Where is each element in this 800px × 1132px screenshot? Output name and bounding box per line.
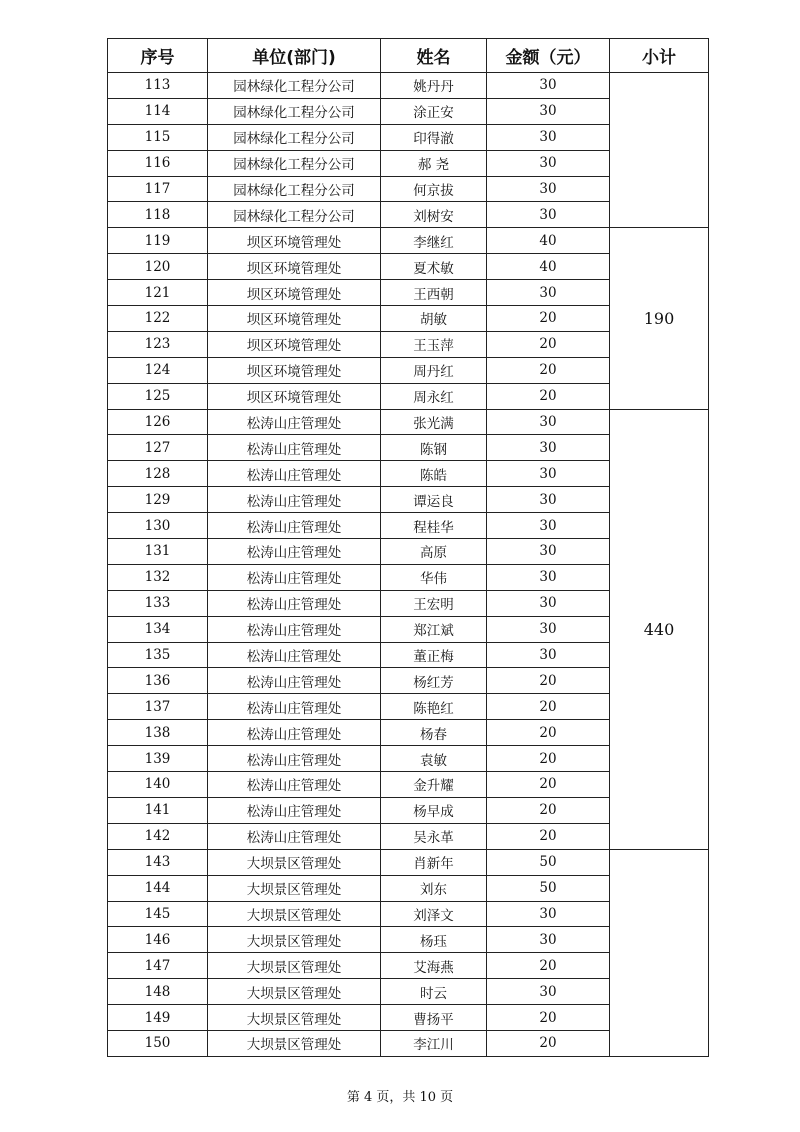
cell-amount: 30 bbox=[487, 98, 610, 124]
cell-index: 114 bbox=[108, 98, 208, 124]
cell-name: 郑江斌 bbox=[381, 616, 487, 642]
cell-index: 143 bbox=[108, 849, 208, 875]
cell-unit: 松涛山庄管理处 bbox=[208, 694, 381, 720]
table-row bbox=[108, 849, 709, 875]
cell-index: 141 bbox=[108, 797, 208, 823]
cell-amount: 20 bbox=[487, 331, 610, 357]
table-row bbox=[108, 73, 709, 99]
cell-amount: 20 bbox=[487, 823, 610, 849]
cell-index: 135 bbox=[108, 642, 208, 668]
cell-unit: 坝区环境管理处 bbox=[208, 383, 381, 409]
cell-amount: 20 bbox=[487, 720, 610, 746]
cell-index: 132 bbox=[108, 564, 208, 590]
cell-name: 金升耀 bbox=[381, 772, 487, 798]
cell-name: 谭运良 bbox=[381, 487, 487, 513]
cell-amount: 20 bbox=[487, 1030, 610, 1056]
cell-unit: 园林绿化工程分公司 bbox=[208, 73, 381, 99]
cell-index: 127 bbox=[108, 435, 208, 461]
table-body bbox=[108, 73, 709, 1057]
cell-name: 张光满 bbox=[381, 409, 487, 435]
cell-amount: 30 bbox=[487, 461, 610, 487]
cell-name: 曹扬平 bbox=[381, 1005, 487, 1031]
cell-index: 147 bbox=[108, 953, 208, 979]
cell-amount: 20 bbox=[487, 668, 610, 694]
cell-amount: 30 bbox=[487, 280, 610, 306]
cell-index: 138 bbox=[108, 720, 208, 746]
cell-amount: 50 bbox=[487, 849, 610, 875]
cell-unit: 松涛山庄管理处 bbox=[208, 513, 381, 539]
cell-index: 139 bbox=[108, 746, 208, 772]
cell-index: 146 bbox=[108, 927, 208, 953]
cell-index: 142 bbox=[108, 823, 208, 849]
cell-index: 124 bbox=[108, 357, 208, 383]
cell-index: 136 bbox=[108, 668, 208, 694]
cell-subtotal bbox=[610, 73, 709, 228]
cell-index: 134 bbox=[108, 616, 208, 642]
header-amount: 金额（元） bbox=[487, 39, 610, 73]
cell-unit: 松涛山庄管理处 bbox=[208, 564, 381, 590]
cell-name: 郝 尧 bbox=[381, 150, 487, 176]
cell-name: 杨春 bbox=[381, 720, 487, 746]
cell-name: 刘泽文 bbox=[381, 901, 487, 927]
cell-amount: 30 bbox=[487, 435, 610, 461]
cell-name: 杨早成 bbox=[381, 797, 487, 823]
cell-name: 何京拔 bbox=[381, 176, 487, 202]
cell-name: 周丹红 bbox=[381, 357, 487, 383]
cell-index: 115 bbox=[108, 124, 208, 150]
cell-index: 113 bbox=[108, 73, 208, 99]
cell-unit: 松涛山庄管理处 bbox=[208, 668, 381, 694]
cell-unit: 大坝景区管理处 bbox=[208, 849, 381, 875]
cell-name: 刘东 bbox=[381, 875, 487, 901]
cell-name: 刘树安 bbox=[381, 202, 487, 228]
cell-amount: 30 bbox=[487, 590, 610, 616]
cell-unit: 坝区环境管理处 bbox=[208, 280, 381, 306]
cell-amount: 20 bbox=[487, 694, 610, 720]
cell-index: 116 bbox=[108, 150, 208, 176]
cell-unit: 松涛山庄管理处 bbox=[208, 720, 381, 746]
cell-unit: 园林绿化工程分公司 bbox=[208, 176, 381, 202]
cell-unit: 松涛山庄管理处 bbox=[208, 409, 381, 435]
cell-subtotal: 190 bbox=[610, 228, 709, 409]
cell-amount: 30 bbox=[487, 150, 610, 176]
cell-name: 周永红 bbox=[381, 383, 487, 409]
table-row bbox=[108, 228, 709, 254]
cell-amount: 40 bbox=[487, 254, 610, 280]
cell-index: 119 bbox=[108, 228, 208, 254]
cell-index: 133 bbox=[108, 590, 208, 616]
cell-name: 程桂华 bbox=[381, 513, 487, 539]
cell-amount: 20 bbox=[487, 746, 610, 772]
cell-name: 印得澈 bbox=[381, 124, 487, 150]
cell-amount: 30 bbox=[487, 616, 610, 642]
cell-unit: 松涛山庄管理处 bbox=[208, 435, 381, 461]
header-name: 姓名 bbox=[381, 39, 487, 73]
cell-name: 王宏明 bbox=[381, 590, 487, 616]
cell-name: 华伟 bbox=[381, 564, 487, 590]
cell-name: 王玉萍 bbox=[381, 331, 487, 357]
cell-name: 涂正安 bbox=[381, 98, 487, 124]
cell-unit: 松涛山庄管理处 bbox=[208, 797, 381, 823]
cell-unit: 园林绿化工程分公司 bbox=[208, 98, 381, 124]
cell-amount: 30 bbox=[487, 927, 610, 953]
cell-index: 149 bbox=[108, 1005, 208, 1031]
cell-unit: 大坝景区管理处 bbox=[208, 875, 381, 901]
cell-name: 董正梅 bbox=[381, 642, 487, 668]
cell-index: 117 bbox=[108, 176, 208, 202]
cell-unit: 大坝景区管理处 bbox=[208, 927, 381, 953]
cell-unit: 松涛山庄管理处 bbox=[208, 823, 381, 849]
cell-index: 122 bbox=[108, 306, 208, 332]
cell-name: 李继红 bbox=[381, 228, 487, 254]
cell-amount: 50 bbox=[487, 875, 610, 901]
cell-amount: 30 bbox=[487, 642, 610, 668]
cell-name: 陈皓 bbox=[381, 461, 487, 487]
cell-index: 129 bbox=[108, 487, 208, 513]
cell-name: 肖新年 bbox=[381, 849, 487, 875]
cell-name: 陈钢 bbox=[381, 435, 487, 461]
cell-unit: 松涛山庄管理处 bbox=[208, 746, 381, 772]
cell-index: 126 bbox=[108, 409, 208, 435]
cell-amount: 20 bbox=[487, 306, 610, 332]
cell-unit: 松涛山庄管理处 bbox=[208, 461, 381, 487]
header-index: 序号 bbox=[108, 39, 208, 73]
cell-unit: 大坝景区管理处 bbox=[208, 979, 381, 1005]
table-row bbox=[108, 409, 709, 435]
donation-table bbox=[107, 38, 709, 1057]
cell-unit: 松涛山庄管理处 bbox=[208, 772, 381, 798]
cell-unit: 园林绿化工程分公司 bbox=[208, 150, 381, 176]
cell-index: 125 bbox=[108, 383, 208, 409]
cell-name: 高原 bbox=[381, 539, 487, 565]
cell-index: 144 bbox=[108, 875, 208, 901]
cell-amount: 20 bbox=[487, 1005, 610, 1031]
cell-unit: 坝区环境管理处 bbox=[208, 228, 381, 254]
cell-unit: 坝区环境管理处 bbox=[208, 306, 381, 332]
cell-name: 杨红芳 bbox=[381, 668, 487, 694]
cell-index: 150 bbox=[108, 1030, 208, 1056]
cell-amount: 30 bbox=[487, 124, 610, 150]
donation-table-container bbox=[107, 38, 708, 1057]
cell-name: 姚丹丹 bbox=[381, 73, 487, 99]
cell-unit: 松涛山庄管理处 bbox=[208, 487, 381, 513]
cell-unit: 大坝景区管理处 bbox=[208, 1030, 381, 1056]
cell-unit: 大坝景区管理处 bbox=[208, 901, 381, 927]
cell-unit: 松涛山庄管理处 bbox=[208, 616, 381, 642]
cell-unit: 园林绿化工程分公司 bbox=[208, 124, 381, 150]
cell-name: 袁敏 bbox=[381, 746, 487, 772]
cell-amount: 40 bbox=[487, 228, 610, 254]
cell-name: 时云 bbox=[381, 979, 487, 1005]
cell-unit: 坝区环境管理处 bbox=[208, 331, 381, 357]
cell-index: 130 bbox=[108, 513, 208, 539]
cell-name: 夏术敏 bbox=[381, 254, 487, 280]
cell-amount: 30 bbox=[487, 513, 610, 539]
cell-index: 140 bbox=[108, 772, 208, 798]
cell-unit: 坝区环境管理处 bbox=[208, 357, 381, 383]
cell-amount: 20 bbox=[487, 953, 610, 979]
page-number: 第 4 页，共 10 页 bbox=[346, 1090, 454, 1105]
cell-amount: 30 bbox=[487, 979, 610, 1005]
cell-index: 123 bbox=[108, 331, 208, 357]
cell-unit: 松涛山庄管理处 bbox=[208, 590, 381, 616]
cell-name: 杨珏 bbox=[381, 927, 487, 953]
cell-name: 李江川 bbox=[381, 1030, 487, 1056]
header-subtotal: 小计 bbox=[610, 39, 709, 73]
header-unit: 单位(部门) bbox=[208, 39, 381, 73]
cell-amount: 20 bbox=[487, 357, 610, 383]
cell-amount: 20 bbox=[487, 772, 610, 798]
cell-amount: 30 bbox=[487, 409, 610, 435]
cell-amount: 30 bbox=[487, 73, 610, 99]
cell-name: 王西朝 bbox=[381, 280, 487, 306]
cell-amount: 20 bbox=[487, 383, 610, 409]
cell-amount: 30 bbox=[487, 202, 610, 228]
cell-subtotal: 440 bbox=[610, 409, 709, 849]
cell-subtotal bbox=[610, 849, 709, 1056]
cell-unit: 松涛山庄管理处 bbox=[208, 642, 381, 668]
cell-unit: 大坝景区管理处 bbox=[208, 1005, 381, 1031]
cell-unit: 坝区环境管理处 bbox=[208, 254, 381, 280]
cell-amount: 30 bbox=[487, 564, 610, 590]
cell-index: 137 bbox=[108, 694, 208, 720]
cell-amount: 30 bbox=[487, 901, 610, 927]
cell-unit: 松涛山庄管理处 bbox=[208, 539, 381, 565]
cell-unit: 大坝景区管理处 bbox=[208, 953, 381, 979]
header-row bbox=[108, 39, 709, 73]
cell-index: 128 bbox=[108, 461, 208, 487]
cell-name: 吴永革 bbox=[381, 823, 487, 849]
cell-name: 陈艳红 bbox=[381, 694, 487, 720]
cell-amount: 30 bbox=[487, 176, 610, 202]
cell-index: 148 bbox=[108, 979, 208, 1005]
cell-unit: 园林绿化工程分公司 bbox=[208, 202, 381, 228]
cell-index: 118 bbox=[108, 202, 208, 228]
cell-amount: 30 bbox=[487, 487, 610, 513]
cell-name: 胡敏 bbox=[381, 306, 487, 332]
cell-index: 121 bbox=[108, 280, 208, 306]
cell-amount: 20 bbox=[487, 797, 610, 823]
cell-name: 艾海燕 bbox=[381, 953, 487, 979]
cell-index: 131 bbox=[108, 539, 208, 565]
cell-index: 120 bbox=[108, 254, 208, 280]
cell-index: 145 bbox=[108, 901, 208, 927]
cell-amount: 30 bbox=[487, 539, 610, 565]
